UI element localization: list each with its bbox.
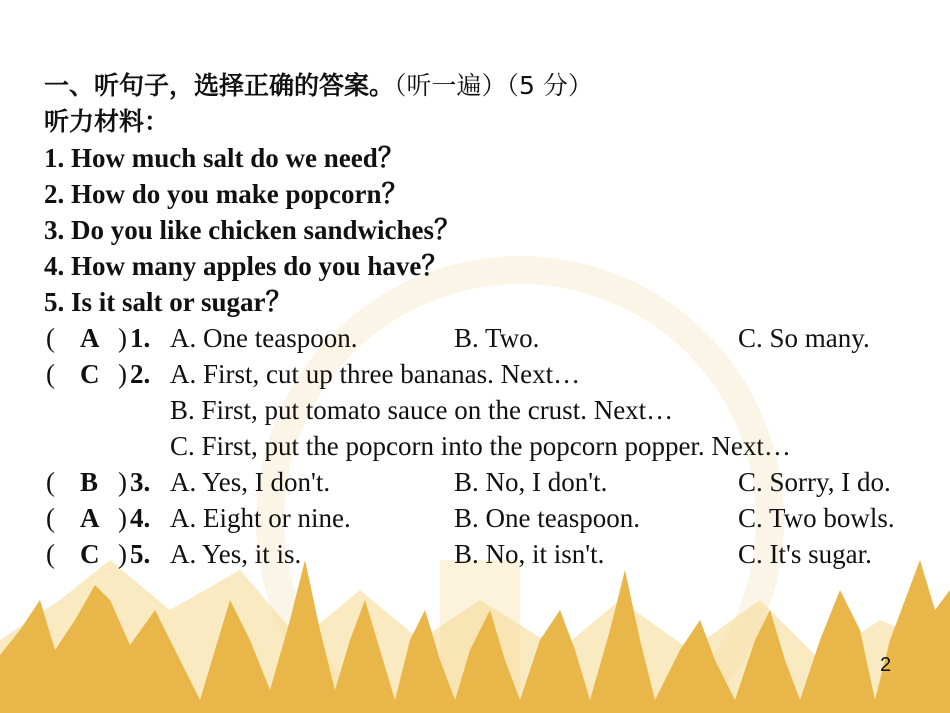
- option-2a: A. First, cut up three bananas. Next…: [170, 359, 581, 389]
- option-4a: A. Eight or nine.: [170, 503, 351, 533]
- option-3a: A. Yes, I don't.: [170, 467, 331, 497]
- sentence-4: 4. How many apples do you have？: [44, 251, 449, 281]
- sentence-1: 1. How much salt do we need？: [44, 143, 405, 173]
- question-number-4: 4.: [130, 503, 151, 533]
- paren-open: (: [46, 359, 55, 389]
- option-4c: C. Two bowls.: [738, 503, 895, 533]
- option-3b: B. No, I don't.: [454, 467, 608, 497]
- option-1a: A. One teaspoon.: [170, 323, 358, 353]
- paren-open: (: [46, 503, 55, 533]
- question-number-1: 1.: [130, 323, 151, 353]
- sentence-5: 5. Is it salt or sugar？: [44, 287, 293, 317]
- answer-5: C: [80, 539, 100, 569]
- question-number-5: 5.: [130, 539, 151, 569]
- question-5: [44, 538, 934, 570]
- sentence-3: 3. Do you like chicken sandwiches？: [44, 215, 462, 245]
- answer-4: A: [80, 503, 100, 533]
- section-note: （听一遍）（5 分）: [394, 71, 593, 100]
- option-1c: C. So many.: [738, 323, 870, 353]
- paren-close: ): [118, 467, 127, 497]
- option-2b: B. First, put tomato sauce on the crust. Next…: [170, 395, 674, 425]
- sentence-2: 2. How do you make popcorn？: [44, 179, 409, 209]
- paren-open: (: [46, 467, 55, 497]
- paren-close: ): [118, 323, 127, 353]
- option-5a: A. Yes, it is.: [170, 539, 302, 569]
- option-3c: C. Sorry, I do.: [738, 467, 891, 497]
- paren-close: ): [118, 503, 127, 533]
- section-title: 一、听句子，选择正确的答案。: [44, 71, 395, 100]
- answer-3: B: [80, 467, 99, 497]
- section-heading: [44, 70, 593, 102]
- option-2c: C. First, put the popcorn into the popcorn popper. Next…: [170, 431, 791, 461]
- option-4b: B. One teaspoon.: [454, 503, 640, 533]
- paren-open: (: [46, 539, 55, 569]
- page-number: 2: [880, 654, 892, 676]
- paren-close: ): [118, 359, 127, 389]
- option-1b: B. Two.: [454, 323, 540, 353]
- question-4: [44, 502, 934, 534]
- option-5c: C. It's sugar.: [738, 539, 872, 569]
- material-label: 听力材料：: [44, 107, 170, 136]
- option-5b: B. No, it isn't.: [454, 539, 605, 569]
- paren-open: (: [46, 323, 55, 353]
- answer-2: C: [80, 359, 100, 389]
- paren-close: ): [118, 539, 127, 569]
- question-number-3: 3.: [130, 467, 151, 497]
- question-2: [44, 358, 934, 390]
- question-number-2: 2.: [130, 359, 151, 389]
- question-3: [44, 466, 934, 498]
- answer-1: A: [80, 323, 100, 353]
- question-1: [44, 322, 934, 354]
